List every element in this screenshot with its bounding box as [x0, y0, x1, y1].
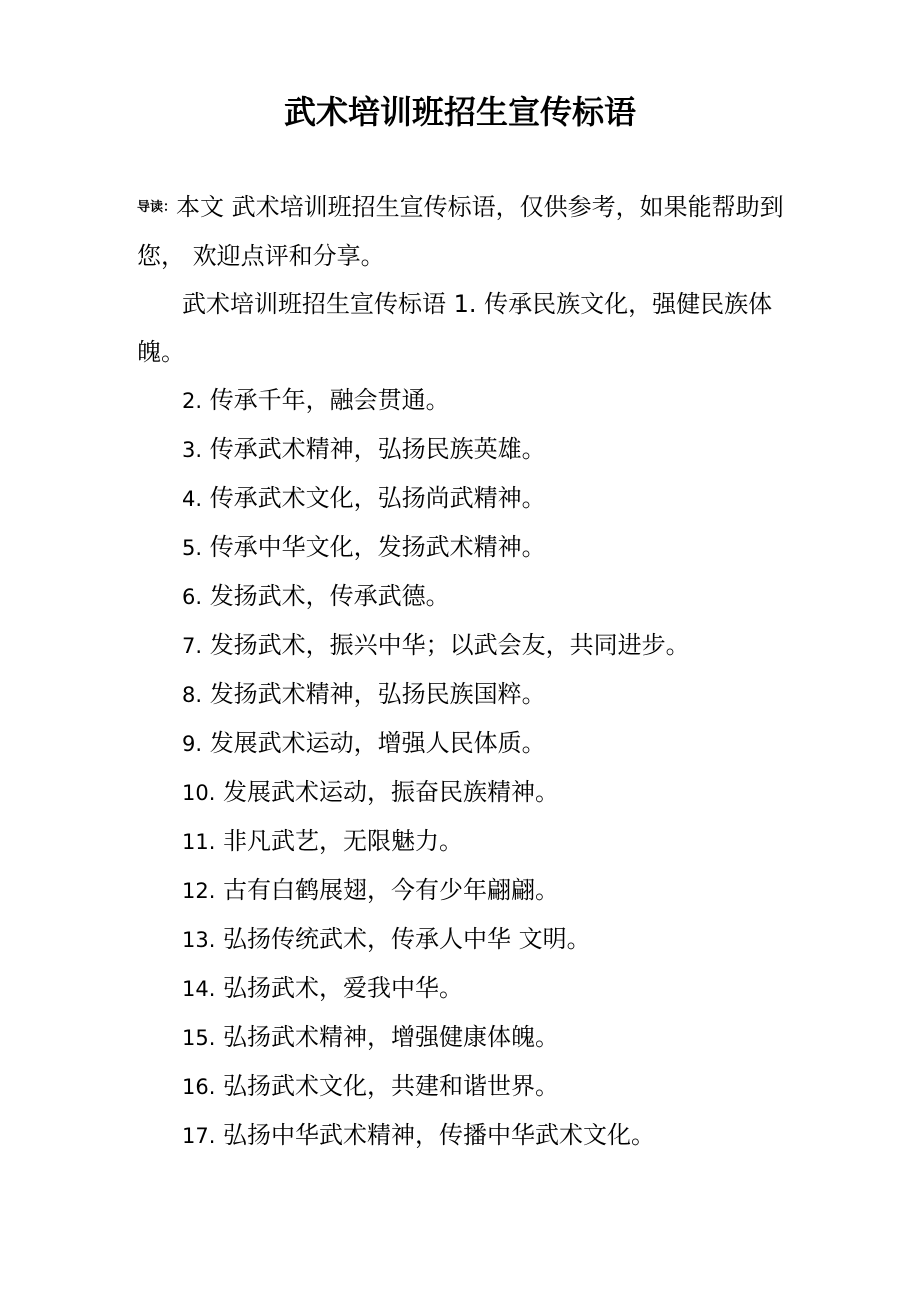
slogan-number: 4. — [182, 487, 203, 511]
slogan-item — [137, 719, 792, 768]
slogan-number: 5. — [182, 536, 203, 560]
slogan-item — [137, 915, 792, 964]
slogan-item — [137, 1013, 792, 1062]
slogan-item — [137, 768, 792, 817]
slogan-item — [137, 1111, 792, 1160]
slogan-text: 发展武术运动，增强人民体质。 — [209, 729, 546, 757]
slogan-number: 10. — [182, 781, 216, 805]
document-title: 武术培训班招生宣传标语 — [283, 93, 636, 131]
slogan-number: 2. — [182, 389, 203, 413]
slogan-list — [137, 376, 792, 1160]
slogan-number: 3. — [182, 438, 203, 462]
slogan-number: 17. — [182, 1124, 216, 1148]
slogan-number: 14. — [182, 977, 216, 1001]
slogan-text: 传承千年，融会贯通。 — [209, 386, 450, 414]
slogan-item — [137, 621, 792, 670]
slogan-text: 传承武术精神，弘扬民族英雄。 — [209, 435, 546, 463]
lead-text: 本文 武术培训班招生宣传标语，仅供参考，如果能帮助到您， 欢迎点评和分享。 — [137, 193, 784, 270]
slogan-text: 弘扬传统武术，传承人中华 文明。 — [223, 925, 591, 953]
slogan-text: 传承武术文化，弘扬尚武精神。 — [209, 484, 546, 512]
slogan-number: 13. — [182, 928, 216, 952]
intro-paragraph: 武术培训班招生宣传标语 1. 传承民族文化，强健民族体魄。 — [137, 290, 773, 366]
slogan-number: 9. — [182, 732, 203, 756]
slogan-item — [137, 817, 792, 866]
slogan-text: 发扬武术精神，弘扬民族国粹。 — [209, 680, 546, 708]
slogan-number: 11. — [182, 830, 216, 854]
slogan-text: 发展武术运动，振奋民族精神。 — [223, 778, 560, 806]
slogan-number: 7. — [182, 634, 203, 658]
document-body — [137, 183, 792, 1160]
slogan-text: 弘扬武术文化，共建和谐世界。 — [223, 1072, 560, 1100]
slogan-text: 传承中华文化，发扬武术精神。 — [209, 533, 546, 561]
slogan-number: 12. — [182, 879, 216, 903]
slogan-text: 弘扬武术精神，增强健康体魄。 — [223, 1023, 560, 1051]
lead-paragraph — [137, 183, 792, 280]
slogan-item — [137, 866, 792, 915]
slogan-number: 8. — [182, 683, 203, 707]
slogan-text: 弘扬中华武术精神，传播中华武术文化。 — [223, 1121, 656, 1149]
slogan-item — [137, 670, 792, 719]
slogan-text: 弘扬武术，爱我中华。 — [223, 974, 464, 1002]
slogan-item — [137, 376, 792, 425]
slogan-item — [137, 964, 792, 1013]
slogan-number: 15. — [182, 1026, 216, 1050]
lead-label: 导读： — [137, 200, 177, 215]
slogan-item — [137, 474, 792, 523]
slogan-item — [137, 1062, 792, 1111]
slogan-item — [137, 572, 792, 621]
slogan-text: 非凡武艺，无限魅力。 — [223, 827, 464, 855]
slogan-text: 古有白鹤展翅，今有少年翩翩。 — [223, 876, 560, 904]
slogan-text: 发扬武术，传承武德。 — [209, 582, 450, 610]
slogan-text: 发扬武术，振兴中华；以武会友，共同进步。 — [209, 631, 690, 659]
slogan-number: 16. — [182, 1075, 216, 1099]
slogan-number: 6. — [182, 585, 203, 609]
slogan-item — [137, 425, 792, 474]
slogan-item — [137, 523, 792, 572]
